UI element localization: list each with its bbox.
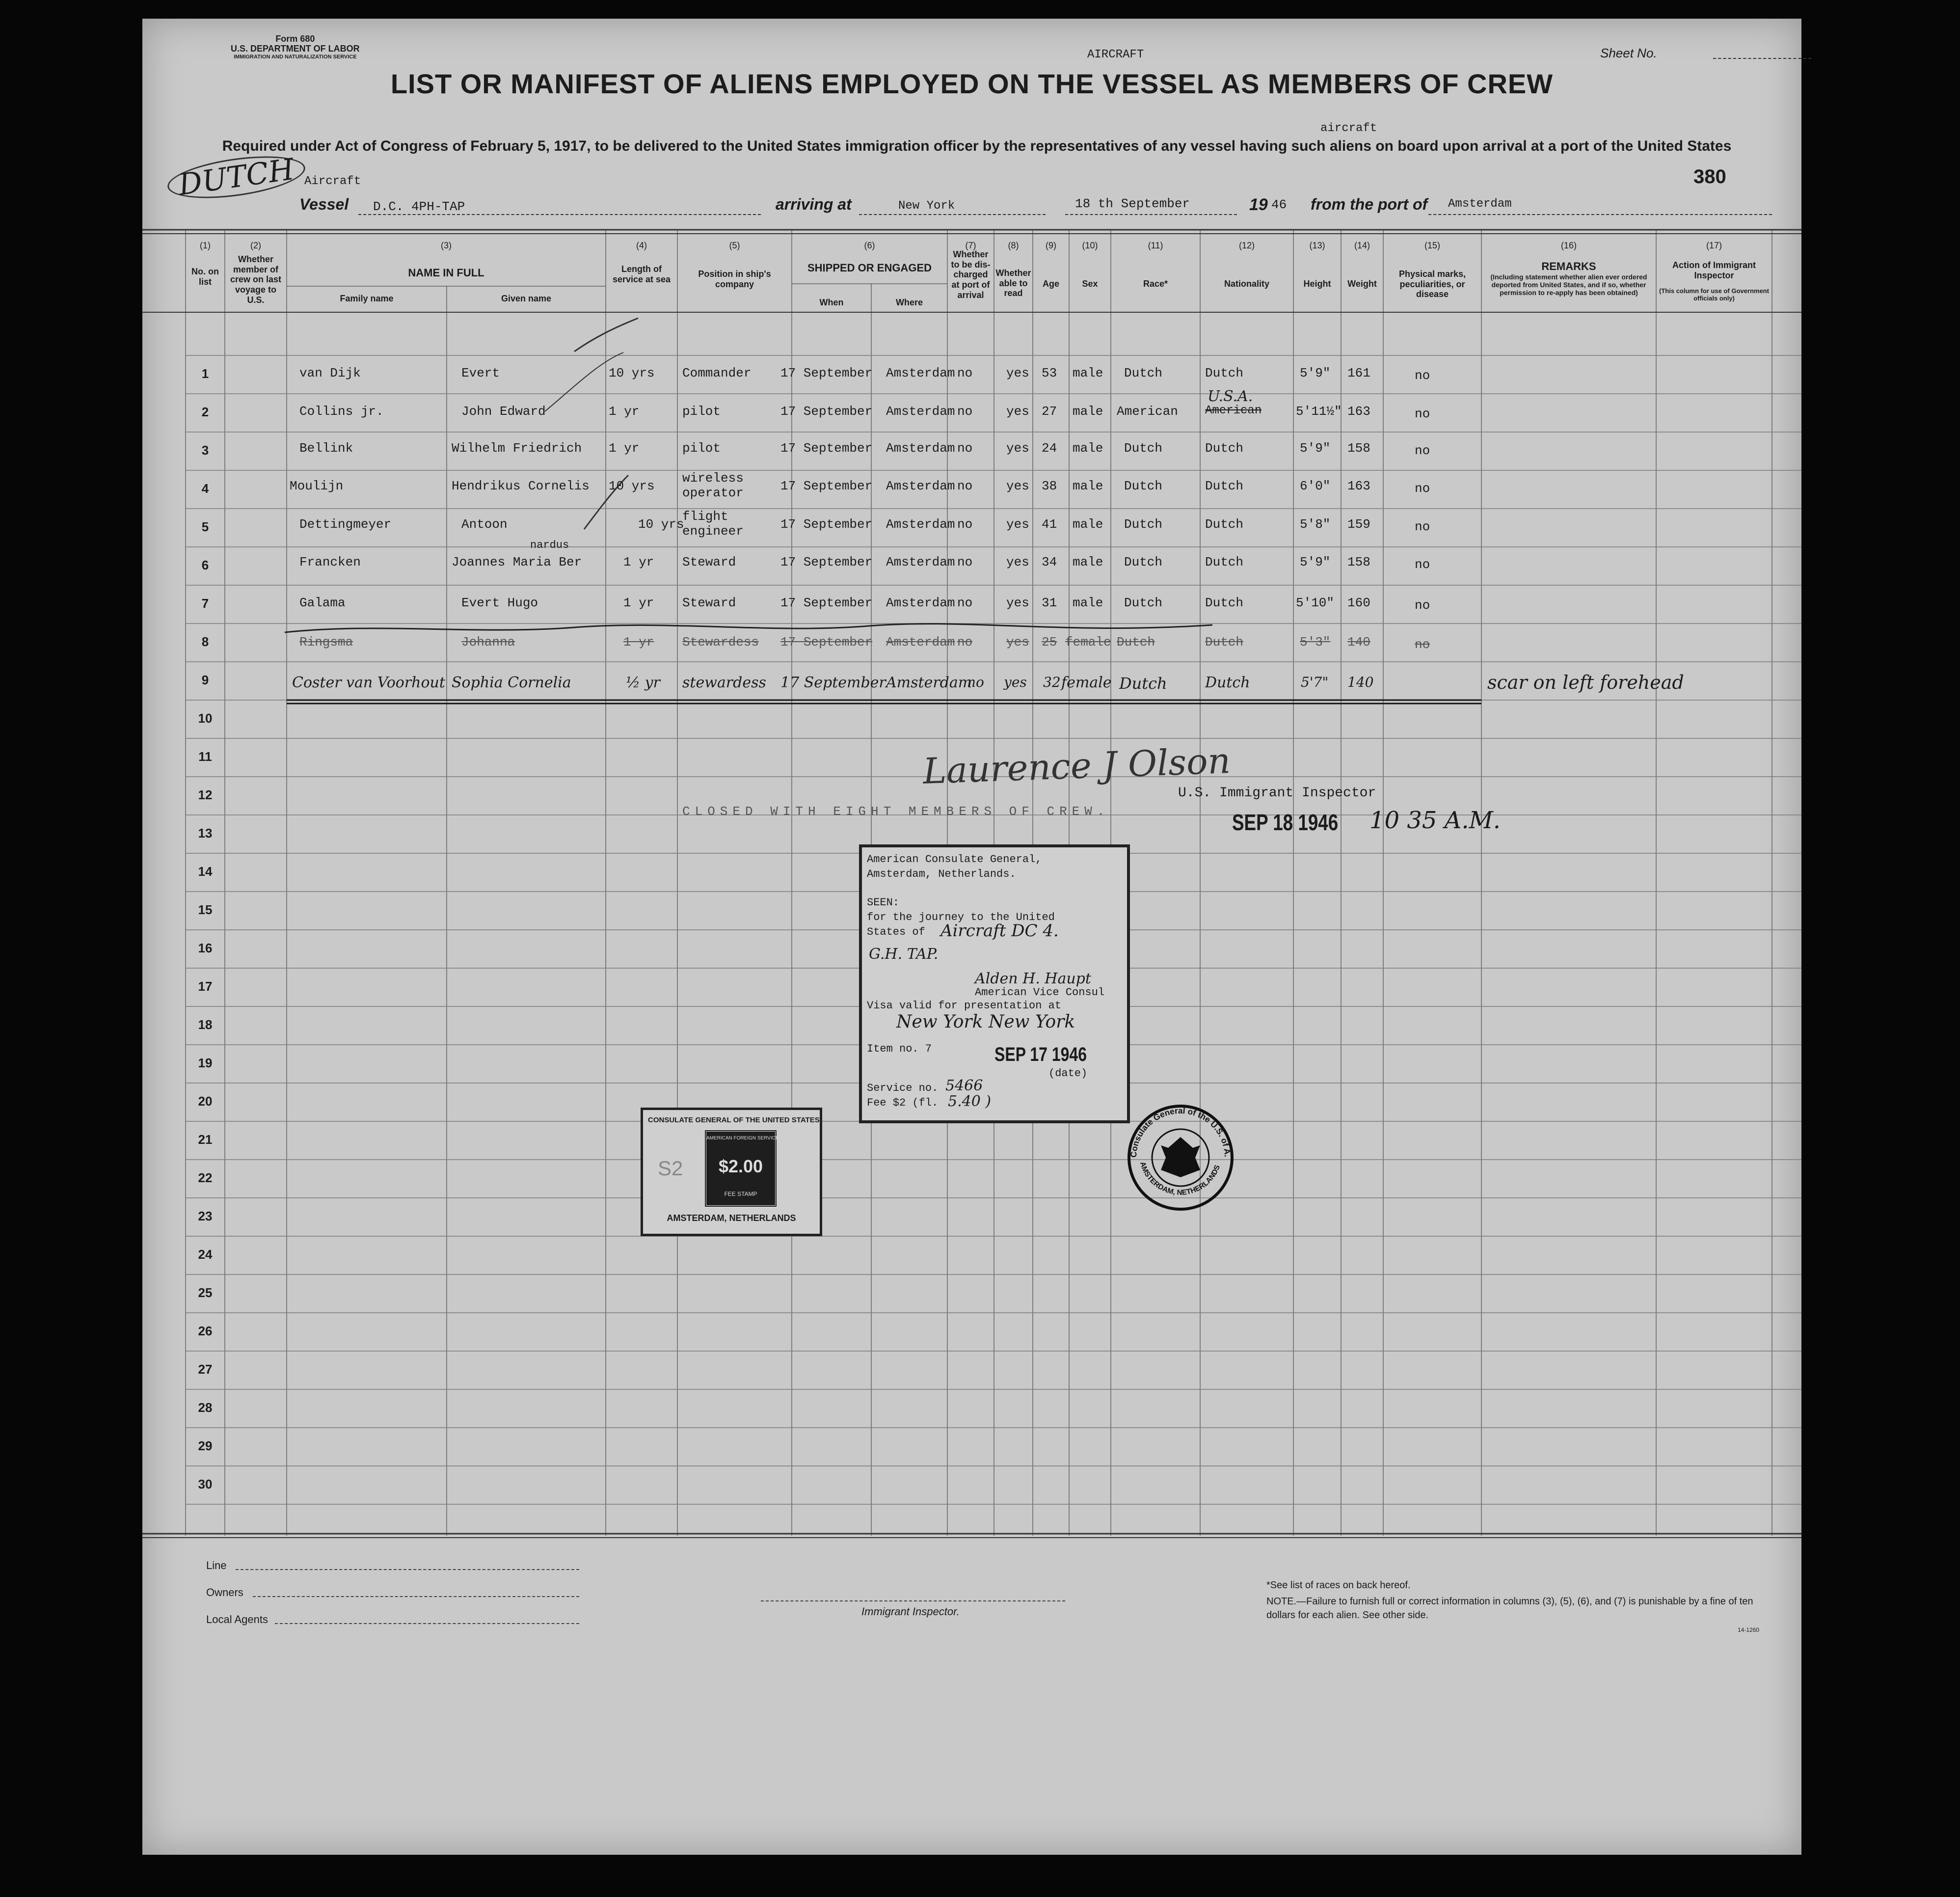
consulate-date-label: (date)	[1048, 1067, 1088, 1080]
department: U.S. DEPARTMENT OF LABOR	[231, 43, 360, 54]
row2-given: John Edward	[461, 404, 546, 419]
col-race: Race*	[1143, 279, 1168, 289]
row8-where: Amsterdam	[886, 635, 955, 650]
footer-line: Line	[206, 1559, 227, 1572]
row-number: 7	[201, 596, 209, 611]
row6-sex: male	[1073, 555, 1103, 569]
row6-nationality: Dutch	[1205, 555, 1244, 569]
col-num-10: (10)	[1082, 241, 1098, 250]
col-given-name: Given name	[501, 294, 552, 303]
row7-height: 5'10"	[1296, 596, 1335, 610]
row-number: 1	[201, 366, 209, 381]
row7-nationality: Dutch	[1205, 596, 1244, 610]
closed-text: CLOSED WITH EIGHT MEMBERS OF CREW.	[682, 804, 1110, 819]
row1-sex: male	[1073, 366, 1103, 380]
row5-age: 41	[1042, 517, 1057, 532]
consulate-aircraft2: G.H. TAP.	[869, 946, 939, 963]
consulate-fee-value: 5.40 )	[948, 1093, 992, 1110]
from-value: Amsterdam	[1448, 197, 1512, 211]
row-number: 28	[198, 1400, 213, 1415]
row2-age: 27	[1042, 404, 1057, 419]
row6-given: Joannes Maria Ber	[452, 555, 582, 569]
row-number: 24	[198, 1247, 213, 1262]
row5-where: Amsterdam	[886, 517, 955, 532]
row8-weight: 140	[1347, 635, 1370, 650]
row3-race: Dutch	[1124, 441, 1163, 456]
col-remarks: REMARKS	[1541, 260, 1596, 272]
col-num-16: (16)	[1560, 241, 1577, 250]
row4-family: Moulijn	[290, 479, 344, 493]
row-number: 17	[198, 979, 213, 994]
row3-height: 5'9"	[1300, 441, 1331, 456]
row3-marks: no	[1415, 443, 1430, 458]
row8-position: Stewardess	[682, 635, 759, 650]
row3-service: 1 yr	[609, 441, 640, 456]
row1-position: Commander	[682, 366, 752, 380]
margin-note: DUTCH	[165, 149, 308, 206]
row4-age: 38	[1042, 479, 1057, 493]
row2-race: American	[1117, 404, 1178, 419]
row3-when: 17 September	[780, 441, 873, 456]
row3-weight: 158	[1347, 441, 1370, 456]
col-num-13: (13)	[1309, 241, 1325, 250]
fee-stamp	[641, 1108, 822, 1236]
row1-family: van Dijk	[299, 366, 361, 380]
year-prefix: 19	[1249, 195, 1268, 214]
row4-marks: no	[1415, 481, 1430, 496]
row7-marks: no	[1415, 598, 1430, 613]
col-num-2: (2)	[250, 241, 261, 250]
col-last-voyage: Whether member of crew on last voyage to U.S.	[230, 254, 282, 305]
fee-stamp-inner-top: AMERICAN FOREIGN SERVICE	[706, 1136, 779, 1141]
manifest-subtitle: Required under Act of Congress of February 5, 1917, to be delivered to the United States immigration officer by the representatives of any vessel having such aliens on board upon arrival at a port of the United States	[222, 138, 1732, 154]
row4-read: yes	[1006, 479, 1029, 493]
row-number: 15	[198, 902, 213, 917]
arrival-time: 10 35 A.M.	[1369, 807, 1501, 834]
row1-weight: 161	[1347, 366, 1370, 380]
row9-discharged: no	[967, 674, 984, 690]
row5-given: Antoon	[461, 517, 508, 532]
row6-service: 1 yr	[623, 555, 654, 569]
row-number: 5	[201, 519, 209, 534]
row1-height: 5'9"	[1300, 366, 1331, 380]
row2-service: 1 yr	[609, 404, 640, 419]
row2-sex: male	[1073, 404, 1103, 419]
row8-when: 17 September	[780, 635, 873, 650]
row6-when: 17 September	[780, 555, 873, 569]
col-discharged: Whether to be dis-charged at port of arrival	[951, 249, 991, 300]
row8-read: yes	[1006, 635, 1029, 650]
consulate-item: Item no. 7	[867, 1043, 932, 1055]
service: IMMIGRATION AND NATURALIZATION SERVICE	[234, 54, 357, 60]
row-number: 14	[198, 864, 213, 879]
row6-marks: no	[1415, 557, 1430, 572]
row-number: 2	[201, 405, 209, 419]
row9-given: Sophia Cornelia	[452, 674, 571, 691]
col-family-name: Family name	[340, 294, 394, 303]
sheet-label: Sheet No.	[1600, 46, 1657, 60]
row4-height: 6'0"	[1300, 479, 1331, 493]
arriving-value: New York	[898, 199, 955, 213]
row-number: 21	[198, 1132, 213, 1147]
row5-sex: male	[1073, 517, 1103, 532]
row-number: 26	[198, 1324, 213, 1338]
row7-when: 17 September	[780, 596, 873, 610]
row4-race: Dutch	[1124, 479, 1163, 493]
row-number: 29	[198, 1438, 213, 1453]
row7-discharged: no	[957, 596, 973, 610]
col-num-9: (9)	[1046, 241, 1056, 250]
row6-discharged: no	[957, 555, 973, 569]
row8-race: Dutch	[1117, 635, 1155, 650]
consulate-visa-stamp	[859, 844, 1130, 1123]
col-num-11: (11)	[1148, 241, 1163, 250]
arrival-date: 18 th September	[1075, 196, 1190, 211]
consulate-seal	[1122, 1099, 1239, 1217]
fee-stamp-value: $2.00	[718, 1156, 763, 1176]
row7-race: Dutch	[1124, 596, 1163, 610]
row8-height: 5'3"	[1300, 635, 1331, 650]
col-num-15: (15)	[1424, 241, 1440, 250]
row-number: 23	[198, 1209, 213, 1223]
row-number: 25	[198, 1285, 213, 1300]
row8-discharged: no	[957, 635, 973, 650]
row9-sex: female	[1061, 674, 1112, 691]
row9-service: ½ yr	[626, 674, 660, 691]
row6-read: yes	[1006, 555, 1029, 569]
row4-where: Amsterdam	[886, 479, 955, 493]
consulate-journey1: for the journey to the United	[867, 911, 1055, 923]
footer-note: NOTE.—Failure to furnish full or correct information in columns (3), (5), (6), and (7) is punishable by a fine of ten dollars for each alien. See other side.	[1266, 1596, 1753, 1621]
row2-discharged: no	[957, 404, 973, 419]
fee-stamp-bottom: AMSTERDAM, NETHERLANDS	[667, 1213, 796, 1223]
from-label: from the port of	[1311, 195, 1428, 213]
row-number: 6	[201, 558, 209, 572]
row2-when: 17 September	[780, 404, 873, 419]
col-position: Position in ship's company	[698, 269, 771, 289]
col-num-12: (12)	[1238, 241, 1255, 250]
row1-where: Amsterdam	[886, 366, 955, 380]
col-height: Height	[1303, 279, 1331, 289]
row5-race: Dutch	[1124, 517, 1163, 532]
consulate-date-stamp: SEP 17 1946	[994, 1044, 1087, 1065]
row3-position: pilot	[682, 441, 721, 456]
row6-age: 34	[1042, 555, 1057, 569]
row2-weight: 163	[1347, 404, 1370, 419]
row9-family: Coster van Voorhout	[292, 674, 445, 691]
row9-position: stewardess	[682, 674, 766, 691]
row1-read: yes	[1006, 366, 1029, 380]
col-name-in-full: NAME IN FULL	[408, 267, 484, 279]
row4-position: wireless operator	[682, 471, 744, 500]
row-number: 16	[198, 941, 213, 955]
row8-given: Johanna	[461, 635, 515, 650]
row-number: 18	[198, 1017, 213, 1032]
row4-given: Hendrikus Cornelis	[452, 479, 590, 493]
row5-position: flight engineer	[682, 509, 744, 539]
col-inspector-note: (This column for use of Government officials only)	[1659, 287, 1769, 302]
row-number: 9	[201, 673, 209, 687]
footer-owners: Owners	[206, 1586, 243, 1599]
col-inspector-action: Action of Immigrant Inspector	[1672, 260, 1756, 280]
vessel-label: Vessel	[299, 195, 349, 213]
row3-discharged: no	[957, 441, 973, 456]
row3-given: Wilhelm Friedrich	[452, 441, 582, 456]
row5-service: 10 yrs	[638, 517, 684, 532]
row4-nationality: Dutch	[1205, 479, 1244, 493]
row2-family: Collins jr.	[299, 404, 384, 419]
row6-where: Amsterdam	[886, 555, 955, 569]
footer-inspector: Immigrant Inspector.	[861, 1605, 960, 1618]
arrival-stamp-date: SEP 18 1946	[1232, 810, 1339, 835]
row9-when: 17 September	[780, 674, 886, 691]
row-number: 13	[198, 826, 213, 840]
row2-read: yes	[1006, 404, 1029, 419]
col-physical-marks: Physical marks, peculiarities, or disease	[1398, 269, 1466, 299]
row2-nationality: American	[1205, 404, 1262, 417]
col-num-1: (1)	[200, 241, 211, 250]
row5-discharged: no	[957, 517, 973, 532]
row8-service: 1 yr	[623, 635, 654, 650]
row4-sex: male	[1073, 479, 1103, 493]
row7-position: Steward	[682, 596, 736, 610]
consulate-signer: Alden H. Haupt	[975, 970, 1091, 987]
row5-read: yes	[1006, 517, 1029, 532]
row4-when: 17 September	[780, 479, 873, 493]
consulate-visa: Visa valid for presentation at	[867, 1000, 1062, 1012]
col-num-14: (14)	[1354, 241, 1370, 250]
row9-height: 5'7"	[1301, 674, 1329, 690]
row9-read: yes	[1004, 674, 1027, 690]
consulate-journey2: States of	[867, 926, 925, 938]
row1-race: Dutch	[1124, 366, 1163, 380]
col-num-3: (3)	[441, 241, 452, 250]
col-when: When	[819, 298, 844, 307]
row9-weight: 140	[1347, 674, 1374, 690]
row2-height: 5'11½"	[1296, 404, 1342, 419]
col-weight: Weight	[1347, 279, 1377, 289]
consulate-vice-consul: American Vice Consul	[975, 986, 1105, 999]
col-service-length: Length of service at sea	[612, 264, 671, 284]
row8-family: Ringsma	[299, 635, 353, 650]
row-number: 4	[201, 481, 209, 496]
col-num-8: (8)	[1008, 241, 1019, 250]
aircraft-insert: AIRCRAFT	[1087, 48, 1144, 61]
manifest-sheet	[142, 19, 1801, 1855]
col-age: Age	[1042, 279, 1059, 289]
row1-given: Evert	[461, 366, 500, 380]
row9-race: Dutch	[1119, 674, 1167, 693]
row5-nationality: Dutch	[1205, 517, 1244, 532]
inspector-signature: Laurence J Olson	[922, 740, 1232, 792]
consulate-aircraft: Aircraft DC 4.	[940, 921, 1059, 941]
row-number: 3	[201, 443, 209, 458]
col-shipped: SHIPPED OR ENGAGED	[807, 262, 932, 274]
col-num-6: (6)	[864, 241, 875, 250]
fee-stamp-mark: S2	[658, 1157, 683, 1180]
row-number: 10	[198, 711, 213, 726]
row7-given: Evert Hugo	[461, 596, 538, 610]
consulate-service-label: Service no.	[867, 1082, 939, 1094]
consulate-visa-place: New York New York	[896, 1012, 1075, 1032]
consulate-line2: Amsterdam, Netherlands.	[867, 868, 1016, 880]
row7-service: 1 yr	[623, 596, 654, 610]
form-number: Form 680	[275, 34, 315, 44]
row9-age: 32	[1043, 674, 1061, 690]
row7-age: 31	[1042, 596, 1057, 610]
row1-marks: no	[1415, 368, 1430, 383]
row4-service: 10 yrs	[609, 479, 655, 493]
col-num-5: (5)	[729, 241, 740, 250]
row6-given-insert: nardus	[530, 539, 569, 551]
row2-nationality-hand: U.S.A.	[1208, 388, 1253, 405]
row6-weight: 158	[1347, 555, 1370, 569]
row-number: 30	[198, 1477, 213, 1491]
fee-stamp-top: CONSULATE GENERAL OF THE UNITED STATES	[648, 1116, 820, 1124]
row8-scribble	[280, 620, 1360, 640]
row7-sex: male	[1073, 596, 1103, 610]
col-num-17: (17)	[1706, 241, 1722, 250]
row1-discharged: no	[957, 366, 973, 380]
row6-height: 5'9"	[1300, 555, 1331, 569]
row6-family: Francken	[299, 555, 361, 569]
row1-nationality: Dutch	[1205, 366, 1244, 380]
seal-bottom-text: AMSTERDAM, NETHERLANDS	[1138, 1161, 1222, 1197]
row5-weight: 159	[1347, 517, 1370, 532]
row-number: 20	[198, 1094, 213, 1109]
aircraft-label: Aircraft	[304, 175, 361, 188]
manifest-title: LIST OR MANIFEST OF ALIENS EMPLOYED ON THE VESSEL AS MEMBERS OF CREW	[390, 68, 1554, 99]
row-number: 27	[198, 1362, 213, 1377]
row9-nationality: Dutch	[1205, 674, 1250, 691]
sheet-number: 380	[1693, 166, 1726, 188]
row5-when: 17 September	[780, 517, 873, 532]
row7-weight: 160	[1347, 596, 1370, 610]
seal-top-text: Consulate General of the U.S. of A.	[1128, 1106, 1233, 1158]
row8-sex: female	[1065, 635, 1111, 650]
row8-nationality: Dutch	[1205, 635, 1244, 650]
row-number: 12	[198, 787, 213, 802]
fee-stamp-inner-bottom: FEE STAMP	[724, 1191, 757, 1197]
col-where: Where	[895, 298, 923, 307]
row4-weight: 163	[1347, 479, 1370, 493]
row9-marks: scar on left forehead	[1487, 672, 1684, 693]
arriving-label: arriving at	[776, 195, 852, 213]
vessel-value: D.C. 4PH-TAP	[373, 199, 465, 214]
consulate-seen: SEEN:	[867, 896, 900, 909]
col-num-4: (4)	[636, 241, 647, 250]
fee-stamp-image	[704, 1130, 777, 1207]
row7-family: Galama	[299, 596, 346, 610]
row3-age: 24	[1042, 441, 1057, 456]
aircraft-insert-2: aircraft	[1320, 122, 1377, 135]
row-number: 22	[198, 1170, 213, 1185]
row1-age: 53	[1042, 366, 1057, 380]
col-remarks-note: (Including statement whether alien ever ordered deported from United States, and if so, whether permission to re-apply has been obtained)	[1490, 273, 1647, 297]
row5-marks: no	[1415, 519, 1430, 534]
row6-race: Dutch	[1124, 555, 1163, 569]
row7-read: yes	[1006, 596, 1029, 610]
inspector-title: U.S. Immigrant Inspector	[1178, 786, 1376, 801]
footer-races-note: *See list of races on back hereof.	[1266, 1580, 1411, 1591]
row-number: 19	[198, 1056, 213, 1070]
year-value: 46	[1271, 197, 1287, 212]
row5-height: 5'8"	[1300, 517, 1331, 532]
row2-marks: no	[1415, 406, 1430, 421]
col-num-7: (7)	[965, 241, 976, 250]
row3-nationality: Dutch	[1205, 441, 1244, 456]
row7-where: Amsterdam	[886, 596, 955, 610]
row3-sex: male	[1073, 441, 1103, 456]
consulate-fee-label: Fee $2 (fl.	[867, 1097, 939, 1109]
row8-marks: no	[1415, 637, 1430, 652]
consulate-line1: American Consulate General,	[867, 853, 1042, 866]
col-sex: Sex	[1082, 279, 1098, 289]
row1-when: 17 September	[780, 366, 873, 380]
row2-where: Amsterdam	[886, 404, 955, 419]
footer-agents: Local Agents	[206, 1613, 268, 1626]
row-number: 8	[201, 634, 209, 649]
row-number: 11	[198, 749, 212, 764]
footer-code: 14-1260	[1738, 1626, 1760, 1633]
col-no-on-list: No. on list	[191, 267, 219, 287]
row1-service: 10 yrs	[609, 366, 655, 380]
row6-position: Steward	[682, 555, 736, 569]
row3-read: yes	[1006, 441, 1029, 456]
row8-age: 25	[1042, 635, 1057, 650]
row3-family: Bellink	[299, 441, 353, 456]
row9-where: Amsterdam	[886, 674, 972, 691]
row5-family: Dettingmeyer	[299, 517, 392, 532]
row2-position: pilot	[682, 404, 721, 419]
col-nationality: Nationality	[1224, 279, 1269, 289]
consulate-service-value: 5466	[945, 1077, 983, 1094]
row3-where: Amsterdam	[886, 441, 955, 456]
row4-discharged: no	[957, 479, 973, 493]
col-read: Whether able to read	[995, 268, 1031, 298]
